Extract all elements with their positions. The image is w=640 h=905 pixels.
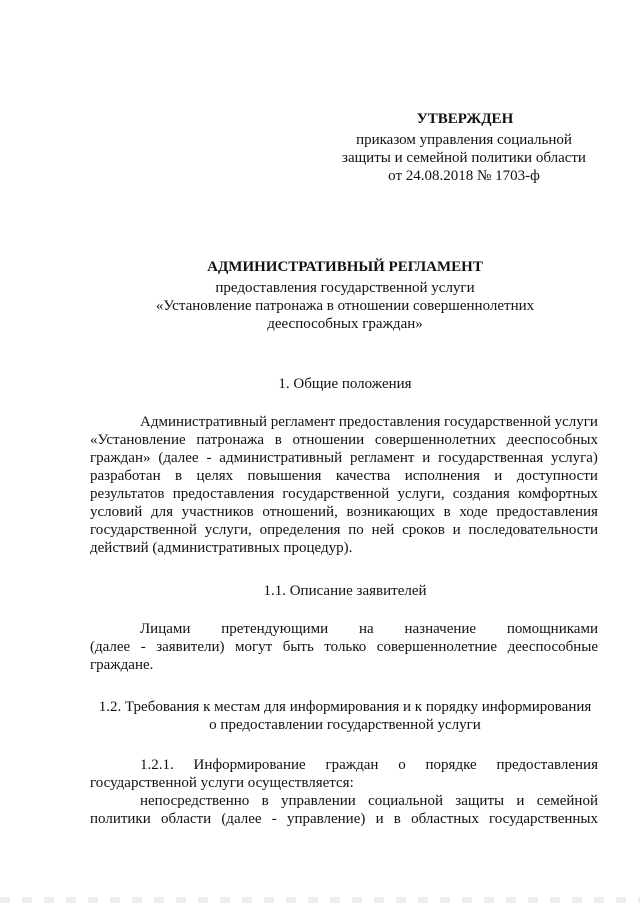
- approval-date: от 24.08.2018 № 1703-ф: [388, 168, 540, 184]
- word: предоставления: [338, 414, 441, 430]
- word: Информирование: [193, 757, 306, 773]
- word: (далее: [221, 811, 262, 827]
- word: порядке: [425, 757, 477, 773]
- paragraph-text: [90, 431, 598, 449]
- word: Административный: [140, 414, 268, 430]
- section-heading: 1.2. Требования к местам для информирования и к порядку информирования: [98, 699, 592, 715]
- approval-line: приказом управления социальной: [356, 132, 572, 148]
- paragraph-line: [90, 521, 598, 539]
- paragraph-text: [90, 485, 598, 503]
- word: ходе: [459, 504, 488, 520]
- word: определения: [259, 522, 341, 538]
- word: быть: [282, 639, 314, 655]
- word: о: [398, 757, 406, 773]
- title-subline: дееспособных граждан»: [267, 316, 423, 332]
- word: в: [443, 504, 451, 520]
- word: административный: [219, 450, 343, 466]
- word: (далее: [90, 639, 131, 655]
- word: совершеннолетние: [376, 639, 498, 655]
- approval-heading: УТВЕРЖДЕН: [416, 111, 514, 127]
- word: политики: [90, 811, 151, 827]
- word: комфортных: [518, 486, 598, 502]
- word: услуги: [554, 414, 598, 430]
- word: претендующими: [221, 621, 329, 637]
- word: последовательности: [468, 522, 598, 538]
- word: граждан: [325, 757, 379, 773]
- word: участников: [181, 504, 254, 520]
- word: -: [206, 450, 212, 466]
- word: регламент: [270, 414, 336, 430]
- word: государственная: [438, 450, 544, 466]
- word: услуги,: [204, 522, 252, 538]
- paragraph-line: [90, 449, 598, 467]
- paragraph-text: [140, 756, 598, 774]
- word: в: [393, 811, 401, 827]
- paragraph-line: [90, 485, 598, 503]
- word: и: [422, 450, 431, 466]
- word: области: [160, 811, 212, 827]
- word: услуги,: [397, 486, 445, 502]
- word: сроков: [402, 522, 445, 538]
- title-subline: предоставления государственной услуги: [215, 280, 475, 296]
- word: семейной: [536, 793, 598, 809]
- word: только: [324, 639, 367, 655]
- approval-line: защиты и семейной политики области: [342, 150, 586, 166]
- word: и: [516, 793, 525, 809]
- word: предоставления: [172, 486, 275, 502]
- word: возникающих: [346, 504, 435, 520]
- word: социальной: [368, 793, 443, 809]
- paragraph-text: [90, 638, 598, 656]
- word: создания: [452, 486, 510, 502]
- word: граждан»: [90, 450, 151, 466]
- word: отношений,: [262, 504, 338, 520]
- paragraph-line: [90, 638, 598, 656]
- word: исполнения: [404, 468, 480, 484]
- paragraph-text: [90, 810, 598, 828]
- word: ней: [371, 522, 395, 538]
- paragraph-text: [90, 503, 598, 521]
- word: отношении: [292, 432, 365, 448]
- word: областных: [411, 811, 479, 827]
- word: Лицами: [140, 621, 191, 637]
- paragraph-line: [140, 413, 598, 431]
- word: государственных: [489, 811, 598, 827]
- paragraph-line-last: государственной услуги осуществляется:: [90, 775, 354, 791]
- word: повышения: [247, 468, 322, 484]
- word: государственной: [90, 522, 197, 538]
- title-subline: «Установление патронажа в отношении совершеннолетних: [155, 298, 535, 314]
- word: результатов: [90, 486, 165, 502]
- word: предоставления: [496, 757, 598, 773]
- word: 1.2.1.: [140, 757, 174, 773]
- word: в: [175, 468, 183, 484]
- word: непосредственно: [140, 793, 250, 809]
- word: управление): [286, 811, 366, 827]
- paragraph-line: [140, 756, 598, 774]
- word: дееспособные: [507, 639, 598, 655]
- paragraph-line: [90, 431, 598, 449]
- word: регламент: [349, 450, 415, 466]
- paragraph-text: [140, 620, 598, 638]
- word: назначение: [404, 621, 477, 637]
- word: помощниками: [506, 621, 598, 637]
- word: «Установление: [90, 432, 186, 448]
- word: государственной: [444, 414, 551, 430]
- paragraph-text: [140, 413, 598, 431]
- word: защиты: [455, 793, 505, 809]
- word: услуга): [550, 450, 598, 466]
- word: -: [140, 639, 146, 655]
- word: разработан: [90, 468, 161, 484]
- paragraph-line: [90, 810, 598, 828]
- word: -: [271, 811, 277, 827]
- section-heading: о предоставлении государственной услуги: [209, 717, 481, 733]
- word: в: [261, 793, 269, 809]
- word: и: [494, 468, 503, 484]
- word: могут: [235, 639, 273, 655]
- word: (далее: [158, 450, 199, 466]
- paragraph-text: [90, 521, 598, 539]
- paragraph-line-last: граждане.: [90, 657, 154, 673]
- scan-edge-artifact: [0, 897, 640, 903]
- paragraph-text: [90, 449, 598, 467]
- word: условий: [90, 504, 143, 520]
- word: заявители): [156, 639, 225, 655]
- word: государственной: [282, 486, 390, 502]
- paragraph-line: [140, 620, 598, 638]
- word: совершеннолетних: [374, 432, 496, 448]
- section-heading: 1. Общие положения: [278, 376, 412, 392]
- word: на: [358, 621, 374, 637]
- paragraph-line: [90, 467, 598, 485]
- word: управлении: [280, 793, 356, 809]
- word: доступности: [516, 468, 598, 484]
- word: для: [150, 504, 173, 520]
- word: предоставления: [496, 504, 598, 520]
- word: патронажа: [196, 432, 265, 448]
- word: дееспособных: [506, 432, 598, 448]
- word: и: [375, 811, 384, 827]
- paragraph-text: [140, 792, 598, 810]
- word: целях: [196, 468, 234, 484]
- document-title: АДМИНИСТРАТИВНЫЙ РЕГЛАМЕНТ: [207, 259, 483, 275]
- word: качества: [335, 468, 391, 484]
- paragraph-line-last: действий (административных процедур).: [90, 540, 353, 556]
- word: по: [348, 522, 364, 538]
- word: и: [452, 522, 461, 538]
- paragraph-text: [90, 467, 598, 485]
- paragraph-line: [140, 792, 598, 810]
- paragraph-line: [90, 503, 598, 521]
- word: в: [274, 432, 282, 448]
- section-heading: 1.1. Описание заявителей: [263, 583, 427, 599]
